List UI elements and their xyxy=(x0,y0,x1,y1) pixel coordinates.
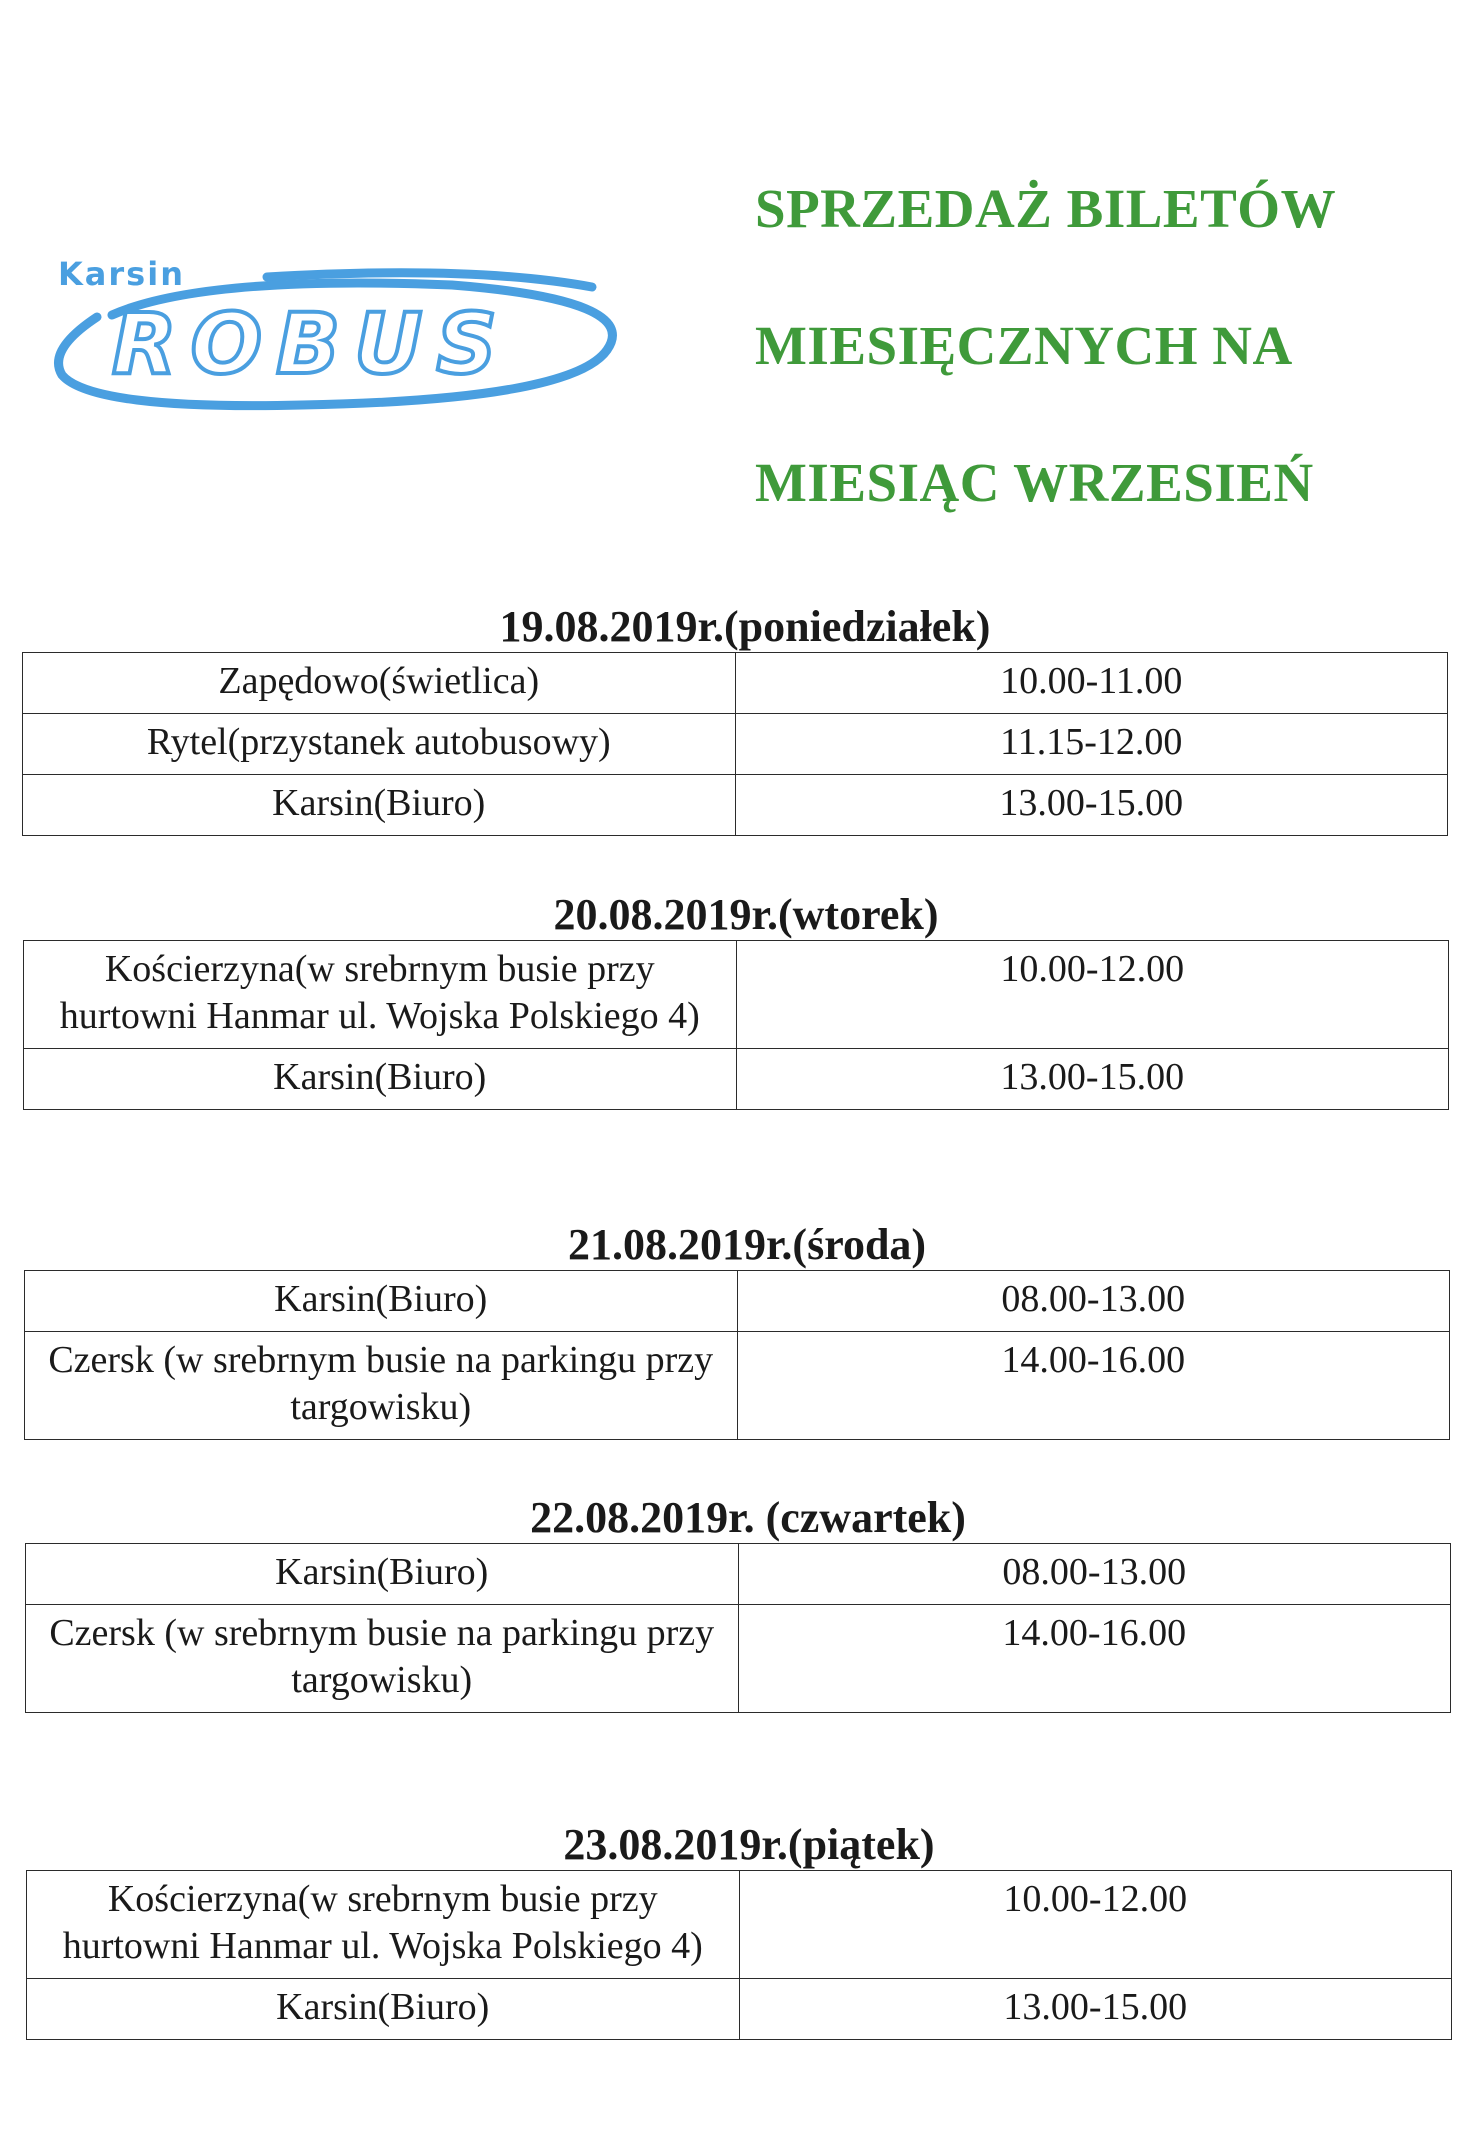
location-cell: Kościerzyna(w srebrnym busie przy hurtowni Hanmar ul. Wojska Polskiego 4) xyxy=(24,941,737,1049)
table-row xyxy=(24,941,1449,1049)
table-row xyxy=(26,1605,1451,1713)
table-row xyxy=(25,1332,1450,1440)
logo-karsin-text: Karsin xyxy=(58,255,185,293)
time-cell: 13.00-15.00 xyxy=(735,775,1448,836)
day-schedule-2 xyxy=(23,890,1449,1110)
day-heading: 22.08.2019r. (czwartek) xyxy=(530,1493,966,1542)
table-row xyxy=(27,1979,1452,2040)
table-row xyxy=(27,1871,1452,1979)
day-heading: 19.08.2019r.(poniedziałek) xyxy=(499,602,991,651)
table-row xyxy=(26,1544,1451,1605)
table-row xyxy=(23,775,1448,836)
logo-robus-text: ROBUS xyxy=(112,295,511,393)
location-cell: Karsin(Biuro) xyxy=(24,1049,737,1110)
time-cell: 08.00-13.00 xyxy=(737,1271,1450,1332)
day-heading: 21.08.2019r.(środa) xyxy=(567,1220,927,1269)
time-cell: 10.00-12.00 xyxy=(736,941,1449,1049)
karsin-robus-logo xyxy=(52,255,627,415)
schedule-table xyxy=(22,652,1448,836)
day-schedule-4 xyxy=(25,1493,1451,1713)
time-cell: 14.00-16.00 xyxy=(737,1332,1450,1440)
time-cell: 10.00-12.00 xyxy=(739,1871,1452,1979)
location-cell: Rytel(przystanek autobusowy) xyxy=(23,714,736,775)
table-row xyxy=(23,653,1448,714)
time-cell: 13.00-15.00 xyxy=(739,1979,1452,2040)
location-cell: Karsin(Biuro) xyxy=(23,775,736,836)
time-cell: 10.00-11.00 xyxy=(735,653,1448,714)
location-cell: Kościerzyna(w srebrnym busie przy hurtowni Hanmar ul. Wojska Polskiego 4) xyxy=(27,1871,740,1979)
location-cell: Karsin(Biuro) xyxy=(27,1979,740,2040)
time-cell: 08.00-13.00 xyxy=(738,1544,1451,1605)
headline-line-2: MIESIĘCZNYCH NA xyxy=(755,315,1293,376)
table-row xyxy=(23,714,1448,775)
location-cell: Karsin(Biuro) xyxy=(26,1544,739,1605)
location-cell: Zapędowo(świetlica) xyxy=(23,653,736,714)
location-cell: Czersk (w srebrnym busie na parkingu przy targowisku) xyxy=(26,1605,739,1713)
schedule-table xyxy=(24,1270,1450,1440)
day-heading: 23.08.2019r.(piątek) xyxy=(563,1820,935,1869)
day-schedule-3 xyxy=(24,1220,1450,1440)
table-row xyxy=(24,1049,1449,1110)
location-cell: Karsin(Biuro) xyxy=(25,1271,738,1332)
time-cell: 14.00-16.00 xyxy=(738,1605,1451,1713)
table-row xyxy=(25,1271,1450,1332)
day-schedule-5 xyxy=(26,1820,1452,2040)
schedule-table xyxy=(25,1543,1451,1713)
schedule-table xyxy=(23,940,1449,1110)
location-cell: Czersk (w srebrnym busie na parkingu przy targowisku) xyxy=(25,1332,738,1440)
time-cell: 13.00-15.00 xyxy=(736,1049,1449,1110)
schedule-table xyxy=(26,1870,1452,2040)
headline-line-1: SPRZEDAŻ BILETÓW xyxy=(755,178,1337,239)
time-cell: 11.15-12.00 xyxy=(735,714,1448,775)
day-heading: 20.08.2019r.(wtorek) xyxy=(553,890,939,939)
headline-line-3: MIESIĄC WRZESIEŃ xyxy=(755,452,1314,513)
headline xyxy=(755,140,1435,551)
day-schedule-1 xyxy=(22,602,1448,836)
